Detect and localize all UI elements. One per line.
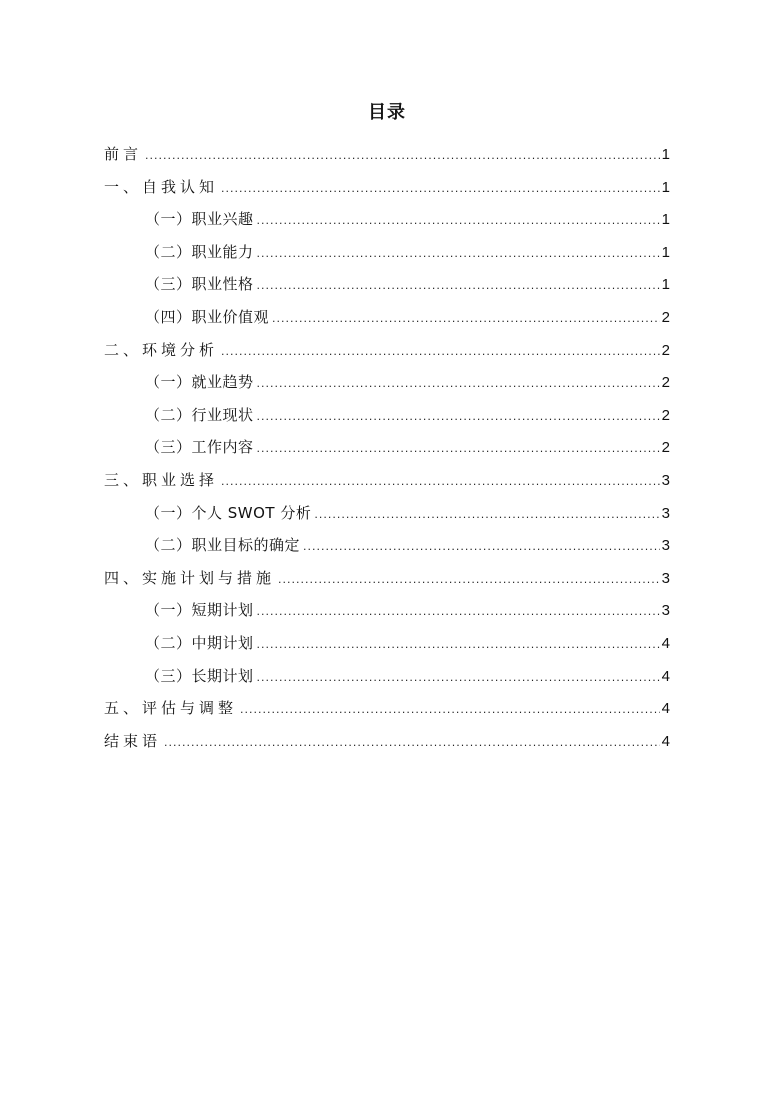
- toc-entry[interactable]: [104, 370, 670, 403]
- toc-entry-label: 一、自我认知: [104, 177, 219, 196]
- toc-entry[interactable]: [104, 435, 670, 468]
- toc-entry[interactable]: [104, 501, 670, 534]
- toc-dot-leader: [257, 372, 660, 396]
- toc-entry-label: （二）职业能力: [145, 242, 254, 261]
- toc-entry-page-number: 1: [661, 178, 670, 196]
- toc-entry-label: 结束语: [104, 731, 162, 750]
- toc-entry[interactable]: [104, 240, 670, 273]
- toc-entry[interactable]: [104, 175, 670, 208]
- toc-entry-page-number: 2: [661, 341, 670, 359]
- toc-entry[interactable]: [104, 533, 670, 566]
- toc-dot-leader: [221, 177, 660, 201]
- toc-dot-leader: [314, 503, 659, 527]
- toc-dot-leader: [303, 535, 660, 559]
- toc-entry[interactable]: [104, 696, 670, 729]
- toc-entry[interactable]: [104, 631, 670, 664]
- toc-entry[interactable]: [104, 142, 670, 175]
- toc-entry-page-number: 2: [661, 374, 670, 392]
- toc-entry-label: （四）职业价值观: [145, 307, 270, 326]
- toc-entry-label: （一）个人 SWOT 分析: [145, 503, 312, 522]
- toc-dot-leader: [257, 274, 660, 298]
- toc-entry-page-number: 1: [661, 276, 670, 294]
- toc-entry-label: （一）职业兴趣: [145, 210, 254, 229]
- toc-entry-label: （二）行业现状: [145, 405, 254, 424]
- toc-entry-page-number: 1: [661, 146, 670, 163]
- toc-entry-label: （三）长期计划: [145, 666, 254, 685]
- toc-entry[interactable]: [104, 403, 670, 436]
- toc-entry-page-number: 3: [661, 471, 670, 489]
- toc-entry-page-number: 4: [661, 732, 670, 750]
- toc-entry[interactable]: [104, 272, 670, 305]
- toc-entry-page-number: 3: [661, 569, 670, 587]
- toc-entry-page-number: 3: [661, 602, 670, 620]
- toc-dot-leader: [221, 470, 660, 494]
- table-of-contents: [104, 142, 670, 761]
- toc-entry-label: （三）职业性格: [145, 275, 254, 294]
- toc-entry[interactable]: [104, 566, 670, 599]
- toc-entry-label: （一）就业趋势: [145, 373, 254, 392]
- toc-entry[interactable]: [104, 664, 670, 697]
- toc-dot-leader: [240, 698, 660, 722]
- toc-entry-page-number: 4: [661, 667, 670, 685]
- toc-entry-label: 二、环境分析: [104, 340, 219, 359]
- toc-entry-label: （二）中期计划: [145, 633, 254, 652]
- toc-dot-leader: [257, 242, 660, 266]
- toc-entry-label: 三、职业选择: [104, 470, 219, 489]
- toc-entry-label: 四、实施计划与措施: [104, 568, 276, 587]
- toc-entry[interactable]: [104, 729, 670, 762]
- toc-entry[interactable]: [104, 468, 670, 501]
- toc-dot-leader: [164, 731, 660, 755]
- toc-entry-page-number: 4: [661, 634, 670, 652]
- toc-title: 目录: [368, 102, 406, 123]
- toc-entry[interactable]: [104, 598, 670, 631]
- toc-entry-page-number: 4: [661, 700, 670, 718]
- toc-entry[interactable]: [104, 338, 670, 371]
- toc-entry-label: （一）短期计划: [145, 601, 254, 620]
- toc-dot-leader: [257, 209, 660, 233]
- toc-entry-label: （三）工作内容: [145, 438, 254, 457]
- toc-entry-page-number: 3: [661, 504, 670, 522]
- toc-entry[interactable]: [104, 305, 670, 338]
- toc-entry-page-number: 3: [661, 537, 670, 555]
- toc-entry-page-number: 2: [661, 439, 670, 457]
- toc-dot-leader: [257, 405, 660, 429]
- toc-dot-leader: [257, 600, 660, 624]
- toc-dot-leader: [257, 666, 660, 690]
- toc-entry-label: （二）职业目标的确定: [145, 536, 301, 555]
- toc-dot-leader: [145, 144, 660, 168]
- toc-entry-label: 五、评估与调整: [104, 699, 238, 718]
- toc-entry-page-number: 1: [661, 243, 670, 261]
- toc-entry-page-number: 2: [661, 406, 670, 424]
- toc-dot-leader: [278, 568, 660, 592]
- toc-entry-page-number: 2: [661, 308, 670, 326]
- toc-dot-leader: [272, 307, 660, 331]
- toc-entry-label: 前言: [104, 145, 143, 163]
- toc-dot-leader: [257, 633, 660, 657]
- toc-entry[interactable]: [104, 207, 670, 240]
- toc-entry-page-number: 1: [661, 211, 670, 229]
- toc-dot-leader: [221, 340, 660, 364]
- toc-dot-leader: [257, 437, 660, 461]
